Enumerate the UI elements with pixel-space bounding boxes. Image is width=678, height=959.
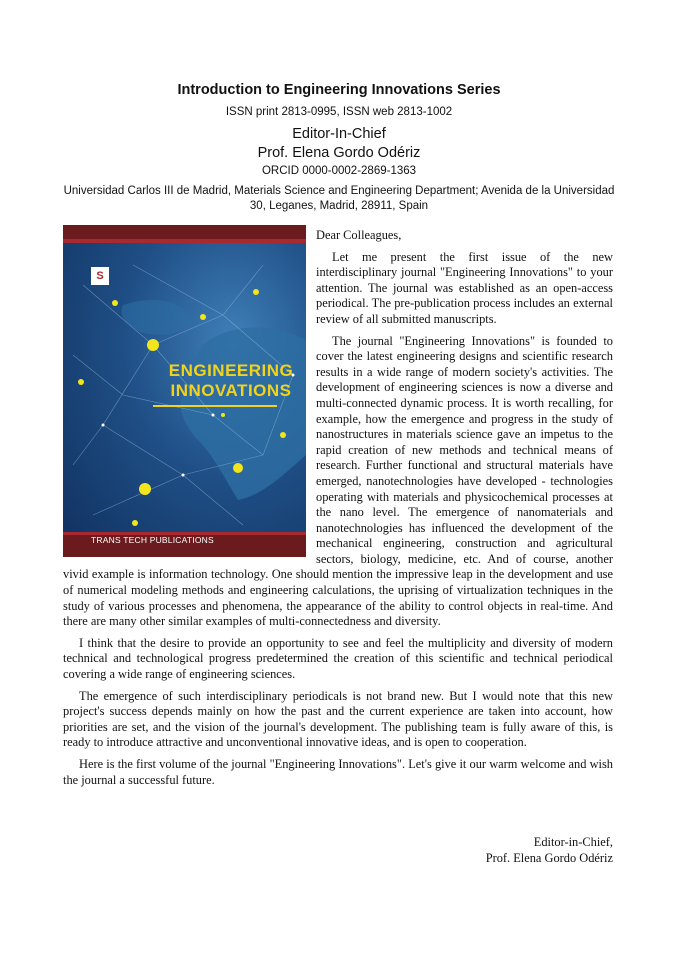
salutation: Dear Colleagues, bbox=[316, 228, 402, 242]
paragraph: The journal "Engineering Innovations" is founded to cover the latest engineering designs and scientific research results in a wide range of modern society's activities. The development of engineering sciences is now a diverse and multi-connected dynamic process. It is worth recalling, for example, how the emergence and progress in the study of nanostructures in materials science gave an impetus to the rapid creation of new methods and technical means of research. Further functional and structural materials have emerged, nanotechnologies have developed - technologies operating with materials and physicochemical processes at the nano level. The emergence of nanomaterials and nanotechnologies has influenced the development of the mechanical engineering, construction and agricultural sectors, biology, medicine, etc. And of course, another vivid example is information technology. One should mention the impressive leap in the development and use of numerical modeling methods and engineering calculations, the uprising of virtualization techniques in the study of various processes and phenomena, the appearance of the ability to control objects in real-time. And there are many other similar examples of multi-connectedness and diversity. bbox=[63, 333, 613, 629]
journal-cover-image bbox=[63, 225, 306, 557]
letter-body bbox=[63, 228, 613, 794]
orcid-line: ORCID 0000-0002-2869-1363 bbox=[261, 165, 417, 177]
signoff bbox=[486, 834, 613, 866]
cover-title-line1: ENGINEERING bbox=[168, 361, 294, 380]
paragraph: The emergence of such interdisciplinary periodicals is not brand new. But I would note that this new project's success depends mainly on how the past and the current experience are taken into account, how priorities are set, and the vision of the journal's development. The publishing team is fully aware of this, is ready to introduce attractive and unconventional innovative ideas, and is open to cooperation. bbox=[63, 688, 613, 750]
paragraph: I think that the desire to provide an opportunity to see and feel the multiplicity and diversity of modern technical and technological progress predetermined the creation of this scientific and technical periodical covering a wide range of engineering sciences. bbox=[63, 635, 613, 682]
series-title: Introduction to Engineering Innovations Series bbox=[177, 82, 501, 98]
affiliation: Universidad Carlos III de Madrid, Materials Science and Engineering Department; Avenida de la Universidad 30, Leganes, Madrid, 28911, Spain bbox=[63, 185, 615, 212]
cover-title-line2: INNOVATIONS bbox=[170, 381, 292, 400]
editor-role: Editor-In-Chief bbox=[292, 126, 386, 142]
cover-publisher-name: TRANS TECH PUBLICATIONS bbox=[91, 535, 214, 546]
paragraph: Here is the first volume of the journal "Engineering Innovations". Let's give it our warm welcome and wish the journal a successful future. bbox=[63, 757, 613, 787]
editor-name: Prof. Elena Gordo Odériz bbox=[257, 145, 421, 161]
signoff-role: Editor-in-Chief, bbox=[533, 835, 613, 849]
signoff-name: Prof. Elena Gordo Odériz bbox=[485, 851, 613, 865]
issn-line: ISSN print 2813-0995, ISSN web 2813-1002 bbox=[225, 106, 453, 118]
paragraph: Let me present the first issue of the new interdisciplinary journal "Engineering Innovations" to your attention. The journal was established as an open-access periodical. The pre-publication process includes an external review of all submitted manuscripts. bbox=[316, 249, 613, 326]
cover-publisher-logo: S bbox=[91, 267, 109, 285]
